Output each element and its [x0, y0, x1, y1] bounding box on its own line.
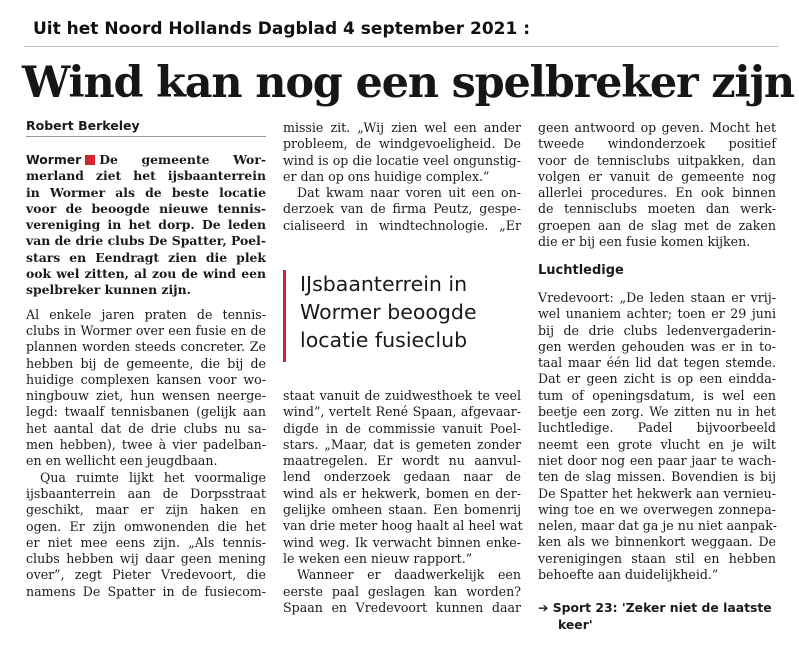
body-line: voor de tennisclubs uitpakken, dan: [538, 152, 776, 168]
column-2-continued: [283, 388, 521, 616]
lead-line-first: Wormer De gemeente Wor-: [26, 152, 266, 167]
body-line: digde in de commissie vanuit Poel-: [283, 420, 521, 436]
column-rule-1: [26, 136, 266, 137]
body-line: geschikt, maar er zijn haken en: [26, 502, 266, 518]
arrow-icon: ➔: [538, 600, 549, 615]
dateline-kicker: Wormer: [26, 152, 82, 167]
cross-reference: [538, 600, 772, 633]
body-line: eerste paal geslagen kan worden?: [283, 583, 521, 599]
pull-quote-line: locatie fusieclub: [300, 328, 468, 352]
body-line: er dan op ons huidige complex.”: [283, 168, 490, 184]
body-line: beetje een zorg. We zitten nu in het: [538, 404, 776, 420]
body-line: Spaan en Vredevoort kunnen daar: [283, 599, 521, 615]
body-line: legd: twaalf tennisbanen (gelijk aan: [26, 404, 266, 420]
body-line: derzoek van de firma Peutz, gespe-: [283, 201, 521, 217]
body-line: gen werden gehouden was er in to-: [538, 338, 776, 354]
body-line: luchtledige. Padel bijvoorbeeld: [538, 420, 776, 436]
body-line: Al enkele jaren praten de tennis-: [26, 306, 266, 322]
body-paragraphs: [26, 307, 266, 600]
lead-line: van de drie clubs De Spatter, Poel-: [26, 233, 266, 249]
body-line: die er bij een fusie komen kijken.: [538, 234, 751, 250]
body-line: taal maar één lid dat tegen stemde.: [538, 355, 776, 371]
body-line: verenigingen staan stil en hebben: [538, 550, 776, 566]
lead-line: spelbreker kunnen zijn.: [26, 282, 191, 298]
column-3-continued: [538, 290, 776, 583]
body-line: bij de drie clubs ledenvergaderin-: [538, 322, 776, 338]
body-line: namens De Spatter in de fusiecom-: [26, 583, 266, 599]
body-line: behoefte aan duidelijkheid.”: [538, 567, 719, 583]
body-line: Dat kwam naar voren uit een on-: [297, 185, 521, 201]
body-line: niet door nog een paar jaar te wach-: [538, 452, 776, 468]
source-banner: [0, 0, 799, 44]
body-line: wind is op die locatie veel ongunstig-: [283, 152, 521, 168]
lead-line: voor de beoogde nieuwe tennis-: [26, 200, 266, 216]
body-line: er niet mee eens zijn. „Als tennis-: [26, 534, 266, 550]
body-line: Vredevoort: „De leden staan er vrij-: [538, 290, 776, 305]
body-line: allerlei procedures. En ook binnen: [538, 185, 776, 201]
red-square-marker: [85, 155, 95, 165]
body-line: Dat er geen zicht is op een einddа-: [538, 371, 776, 387]
body-line: cialiseerd in windtechnologie. „Er: [283, 217, 521, 233]
body-line: ken als we binnenkort weggaan. De: [538, 534, 776, 550]
top-rule: [24, 46, 778, 47]
body-line: plannen worden steeds concreter. Ze: [26, 339, 266, 355]
source-banner-text: Uit het Noord Hollands Dagblad 4 september 2021 :: [33, 19, 531, 39]
body-line: ogen. Er zijn omwonenden die het: [26, 518, 266, 534]
column-3: [538, 120, 776, 250]
column-1: [26, 152, 266, 600]
body-line: tweede windonderzoek positief: [538, 136, 776, 152]
body-line: over”, zegt Pieter Vredevoort, die: [26, 567, 266, 583]
lead-line: ook wel zitten, al zou de wind een: [26, 266, 266, 282]
body-line: hebben bij de gemeente, die bij de: [26, 355, 266, 371]
body-line: De Spatter het hekwerk aan vernieu-: [538, 485, 776, 501]
body-line: de tennisclubs moeten dan werk-: [538, 201, 776, 217]
body-line: ijsbaanterrein aan de Dorpsstraat: [26, 485, 266, 501]
body-line: lend onderzoek gedaan naar de: [283, 469, 521, 485]
body-line: stars. „Maar, dat is gemeten zonder: [283, 436, 521, 452]
lead-line: vereniging in het dorp. De leden: [26, 217, 266, 233]
body-line: het aantal dat de drie clubs nu sa-: [26, 420, 266, 436]
body-line: missie zit. „Wij zien wel een ander: [283, 120, 521, 135]
lead-line: in Wormer als de beste locatie: [26, 184, 266, 200]
subhead: Luchtledige: [538, 263, 624, 278]
byline: Robert Berkeley: [26, 118, 140, 133]
body-line: probleem, de windgevoeligheid. De: [283, 136, 521, 152]
headline: Wind kan nog een spelbreker zijn: [22, 58, 794, 108]
body-line: huidige complexen kansen voor wo-: [26, 371, 266, 387]
pull-quote-line: Wormer beoogde: [300, 300, 477, 324]
body-line: wind als er hekwerk, bomen en der-: [283, 485, 521, 501]
body-line: wind weg. Ik verwacht binnen enke-: [283, 534, 521, 550]
body-line: wing toe en we overwegen zonnepa-: [538, 501, 776, 517]
body-line: wind”, vertelt René Spaan, afgevaar-: [283, 404, 521, 420]
body-line: staat vanuit de zuidwesthoek te veel: [283, 388, 521, 403]
body-line: van drie meter hoog haalt al heel wat: [283, 518, 523, 534]
cross-reference-line: Sport 23: 'Zeker niet de laatste: [552, 600, 772, 615]
body-line: groepen aan de slag met de zaken: [538, 217, 776, 233]
body-line: ten de slag missen. Bovendien is bij: [538, 469, 776, 485]
body-line: neemt een grote vlucht en je wilt: [538, 436, 776, 452]
body-line: wel unaniem achter; toen er 29 juni: [538, 306, 776, 322]
body-line: le weken een nieuw rapport.”: [283, 550, 473, 566]
lead-line: merland ziet het ijsbaanterrein: [26, 168, 266, 184]
lead-paragraph: [26, 152, 266, 299]
body-line: Wanneer er daadwerkelijk een: [297, 567, 521, 583]
body-line: nelen, maar dat ga je nu niet aanpak-: [538, 518, 777, 534]
body-line: men hebben), twee à vier padelban-: [26, 437, 266, 453]
body-line: volgen er vanuit de gemeente nog: [538, 168, 776, 184]
body-line: maatregelen. Er wordt nu aanvul-: [283, 453, 521, 469]
body-line: ningbouw ziet, hun wensen neerge-: [26, 388, 266, 404]
body-line: Qua ruimte lijkt het voormalige: [40, 469, 266, 485]
pull-quote: [283, 270, 532, 362]
pull-quote-line: IJsbaanterrein in: [300, 272, 468, 296]
body-line: gelijke omheen staan. Een bomenrij: [283, 502, 521, 518]
body-line: en en wellicht een jeugdbaan.: [26, 453, 218, 469]
body-line: tum of openingsdatum, is wel een: [538, 387, 776, 403]
body-line: geen antwoord op geven. Mocht het: [538, 120, 776, 135]
cross-reference-line: keer': [558, 616, 593, 632]
body-line: clubs in Wormer over een fusie en de: [26, 322, 266, 338]
lead-line: stars en Eendragt zien die plek: [26, 249, 266, 265]
body-line: clubs hebben wij daar geen mening: [26, 551, 266, 567]
column-2: [283, 120, 521, 234]
